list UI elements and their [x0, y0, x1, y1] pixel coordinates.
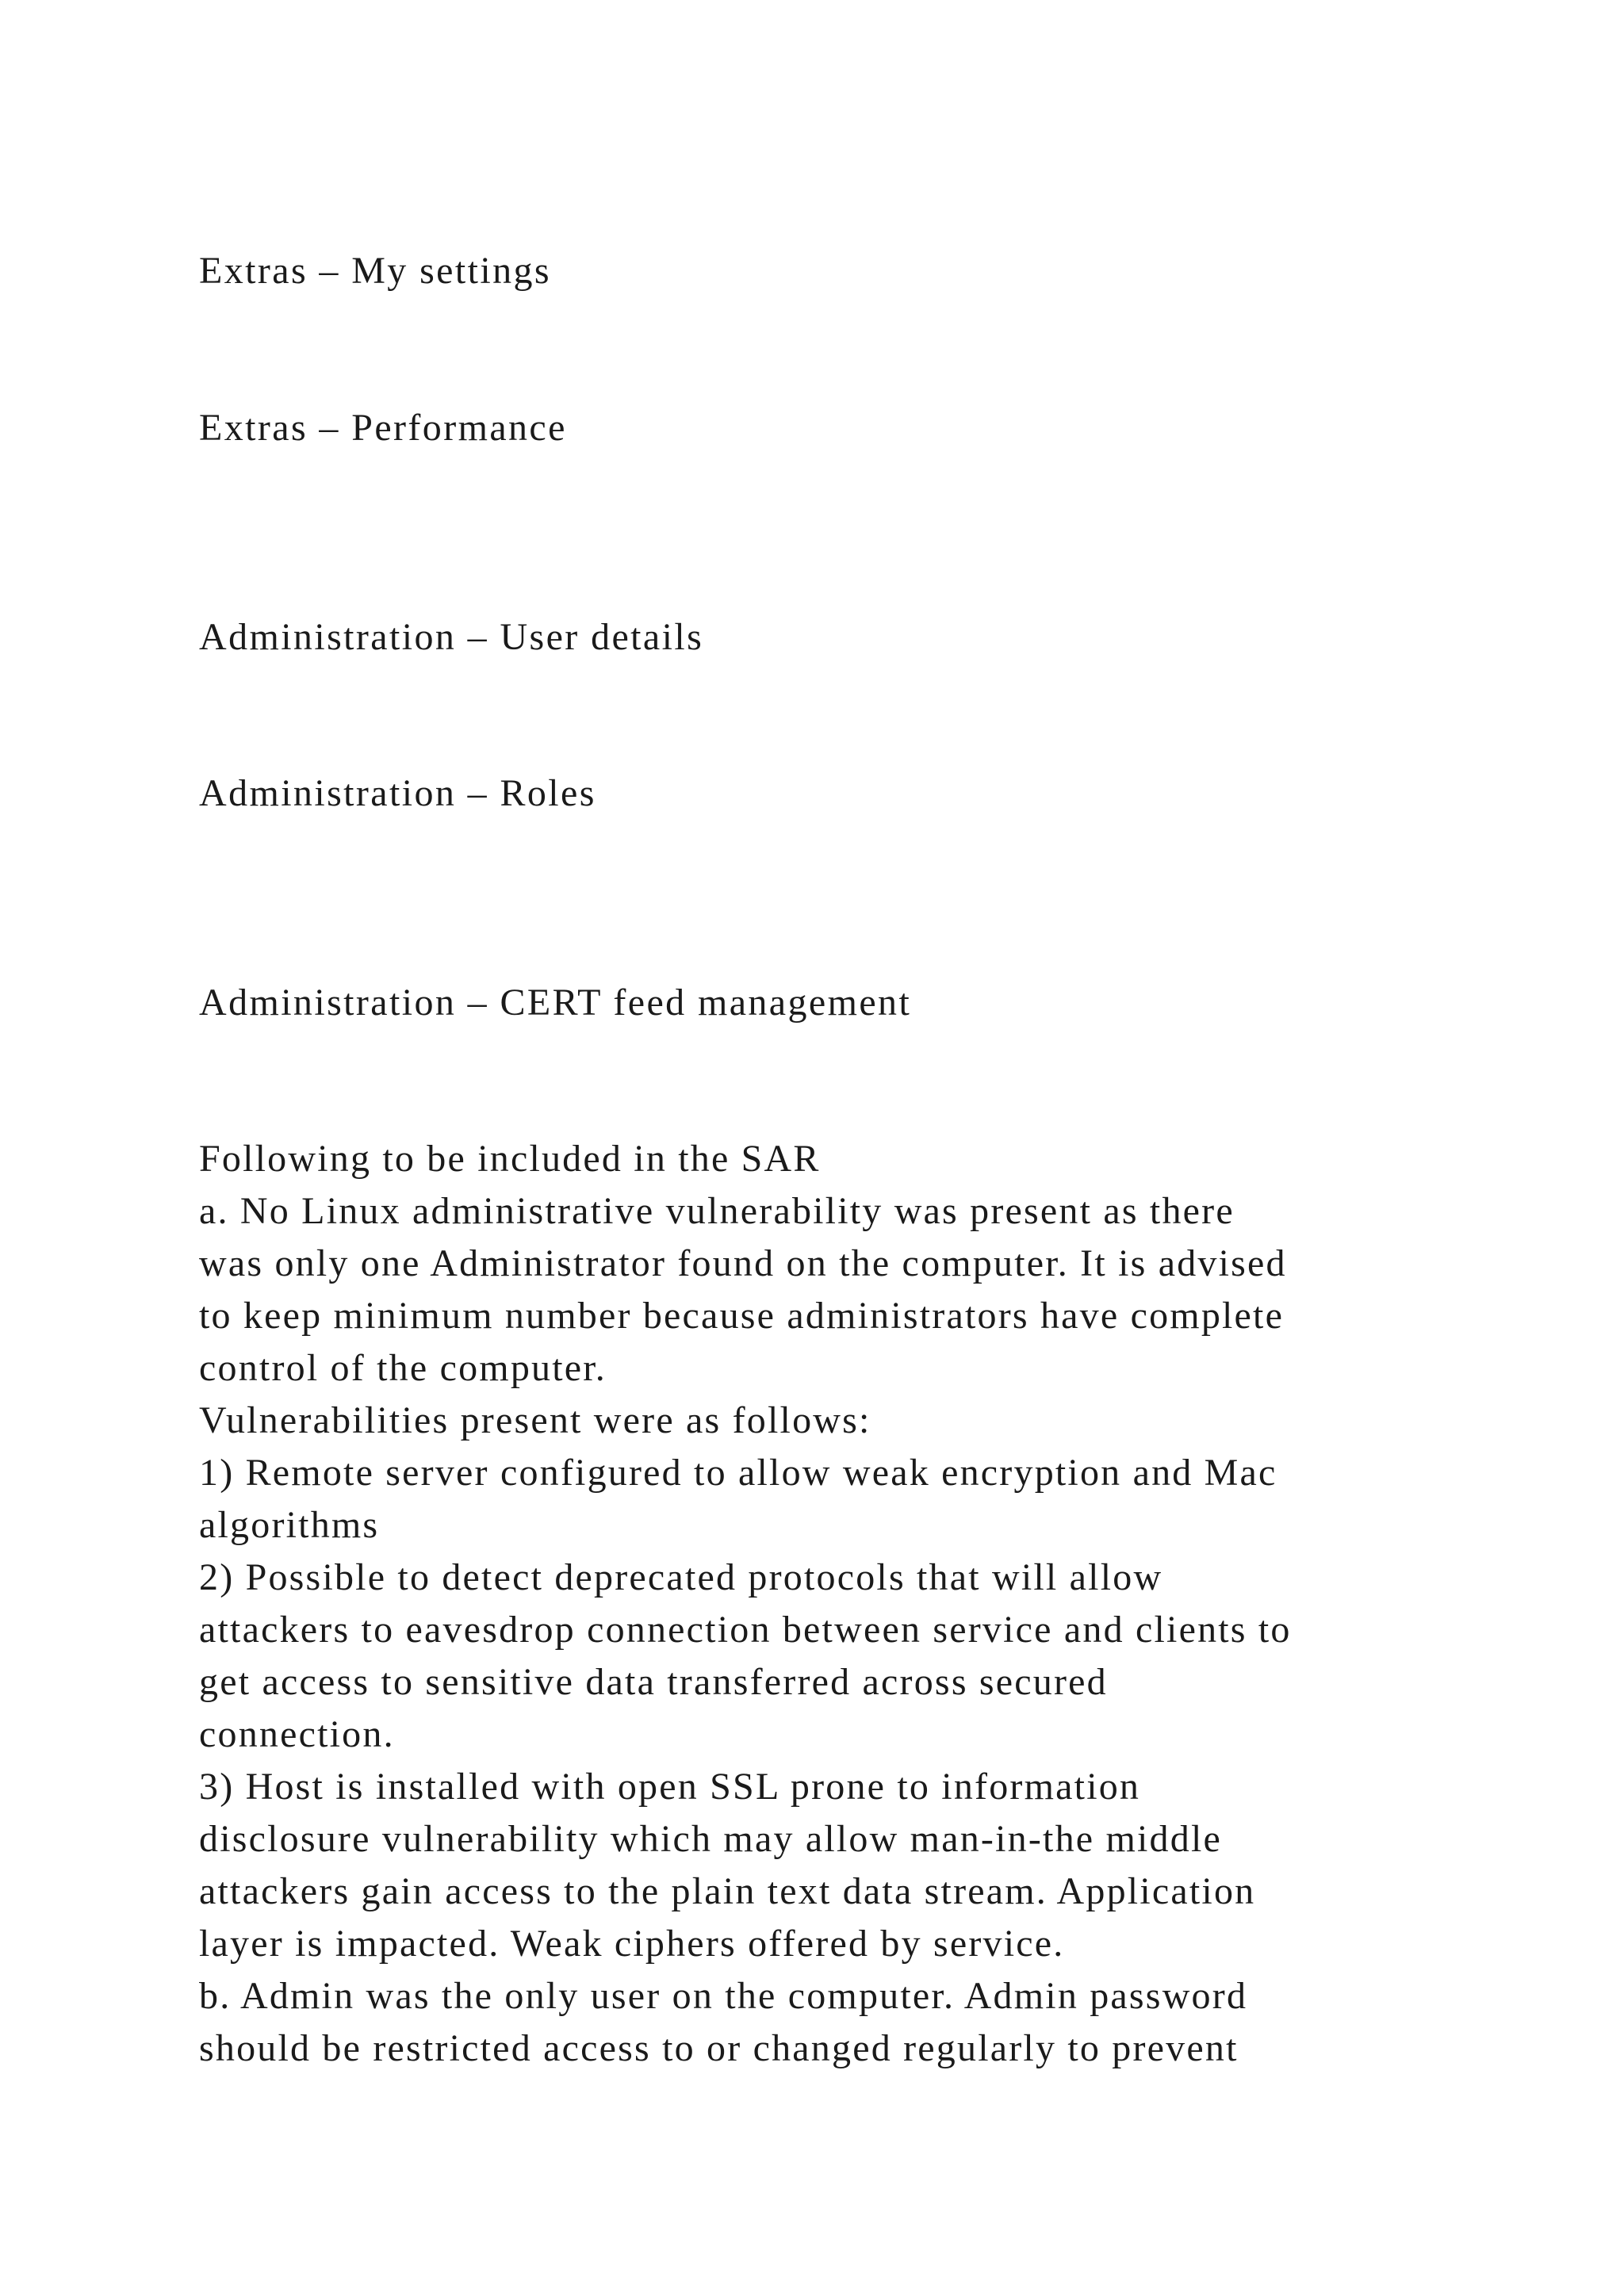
body-line: b. Admin was the only user on the computer. Admin password: [199, 1975, 1248, 2017]
body-line: 2) Possible to detect deprecated protocols that will allow: [199, 1556, 1163, 1598]
body-line: Vulnerabilities present were as follows:: [199, 1399, 871, 1441]
body-line: to keep minimum number because administrators have complete: [199, 1295, 1285, 1337]
body-line: disclosure vulnerability which may allow man-in-the middle: [199, 1818, 1222, 1860]
body-line: 3) Host is installed with open SSL prone to information: [199, 1766, 1141, 1808]
body-line: attackers to eavesdrop connection between service and clients to: [199, 1609, 1292, 1651]
body-line: was only one Administrator found on the computer. It is advised: [199, 1242, 1287, 1284]
body-line: attackers gain access to the plain text data stream. Application: [199, 1870, 1256, 1912]
heading-administration-user-details: Administration – User details: [199, 616, 704, 658]
heading-administration-roles: Administration – Roles: [199, 772, 596, 814]
heading-extras-my-settings: Extras – My settings: [199, 250, 551, 292]
body-line: layer is impacted. Weak ciphers offered by service.: [199, 1923, 1065, 1965]
body-line: get access to sensitive data transferred across secured: [199, 1661, 1108, 1703]
body-line: connection.: [199, 1713, 395, 1755]
sar-intro-line: Following to be included in the SAR: [199, 1138, 821, 1180]
heading-administration-cert-feed-management: Administration – CERT feed management: [199, 982, 912, 1024]
body-line: a. No Linux administrative vulnerability was present as there: [199, 1190, 1235, 1232]
body-line: 1) Remote server configured to allow weak encryption and Mac: [199, 1452, 1277, 1494]
body-line: control of the computer.: [199, 1347, 607, 1389]
body-line: should be restricted access to or changed regularly to prevent: [199, 2027, 1239, 2069]
body-line: algorithms: [199, 1504, 380, 1546]
heading-extras-performance: Extras – Performance: [199, 407, 567, 449]
